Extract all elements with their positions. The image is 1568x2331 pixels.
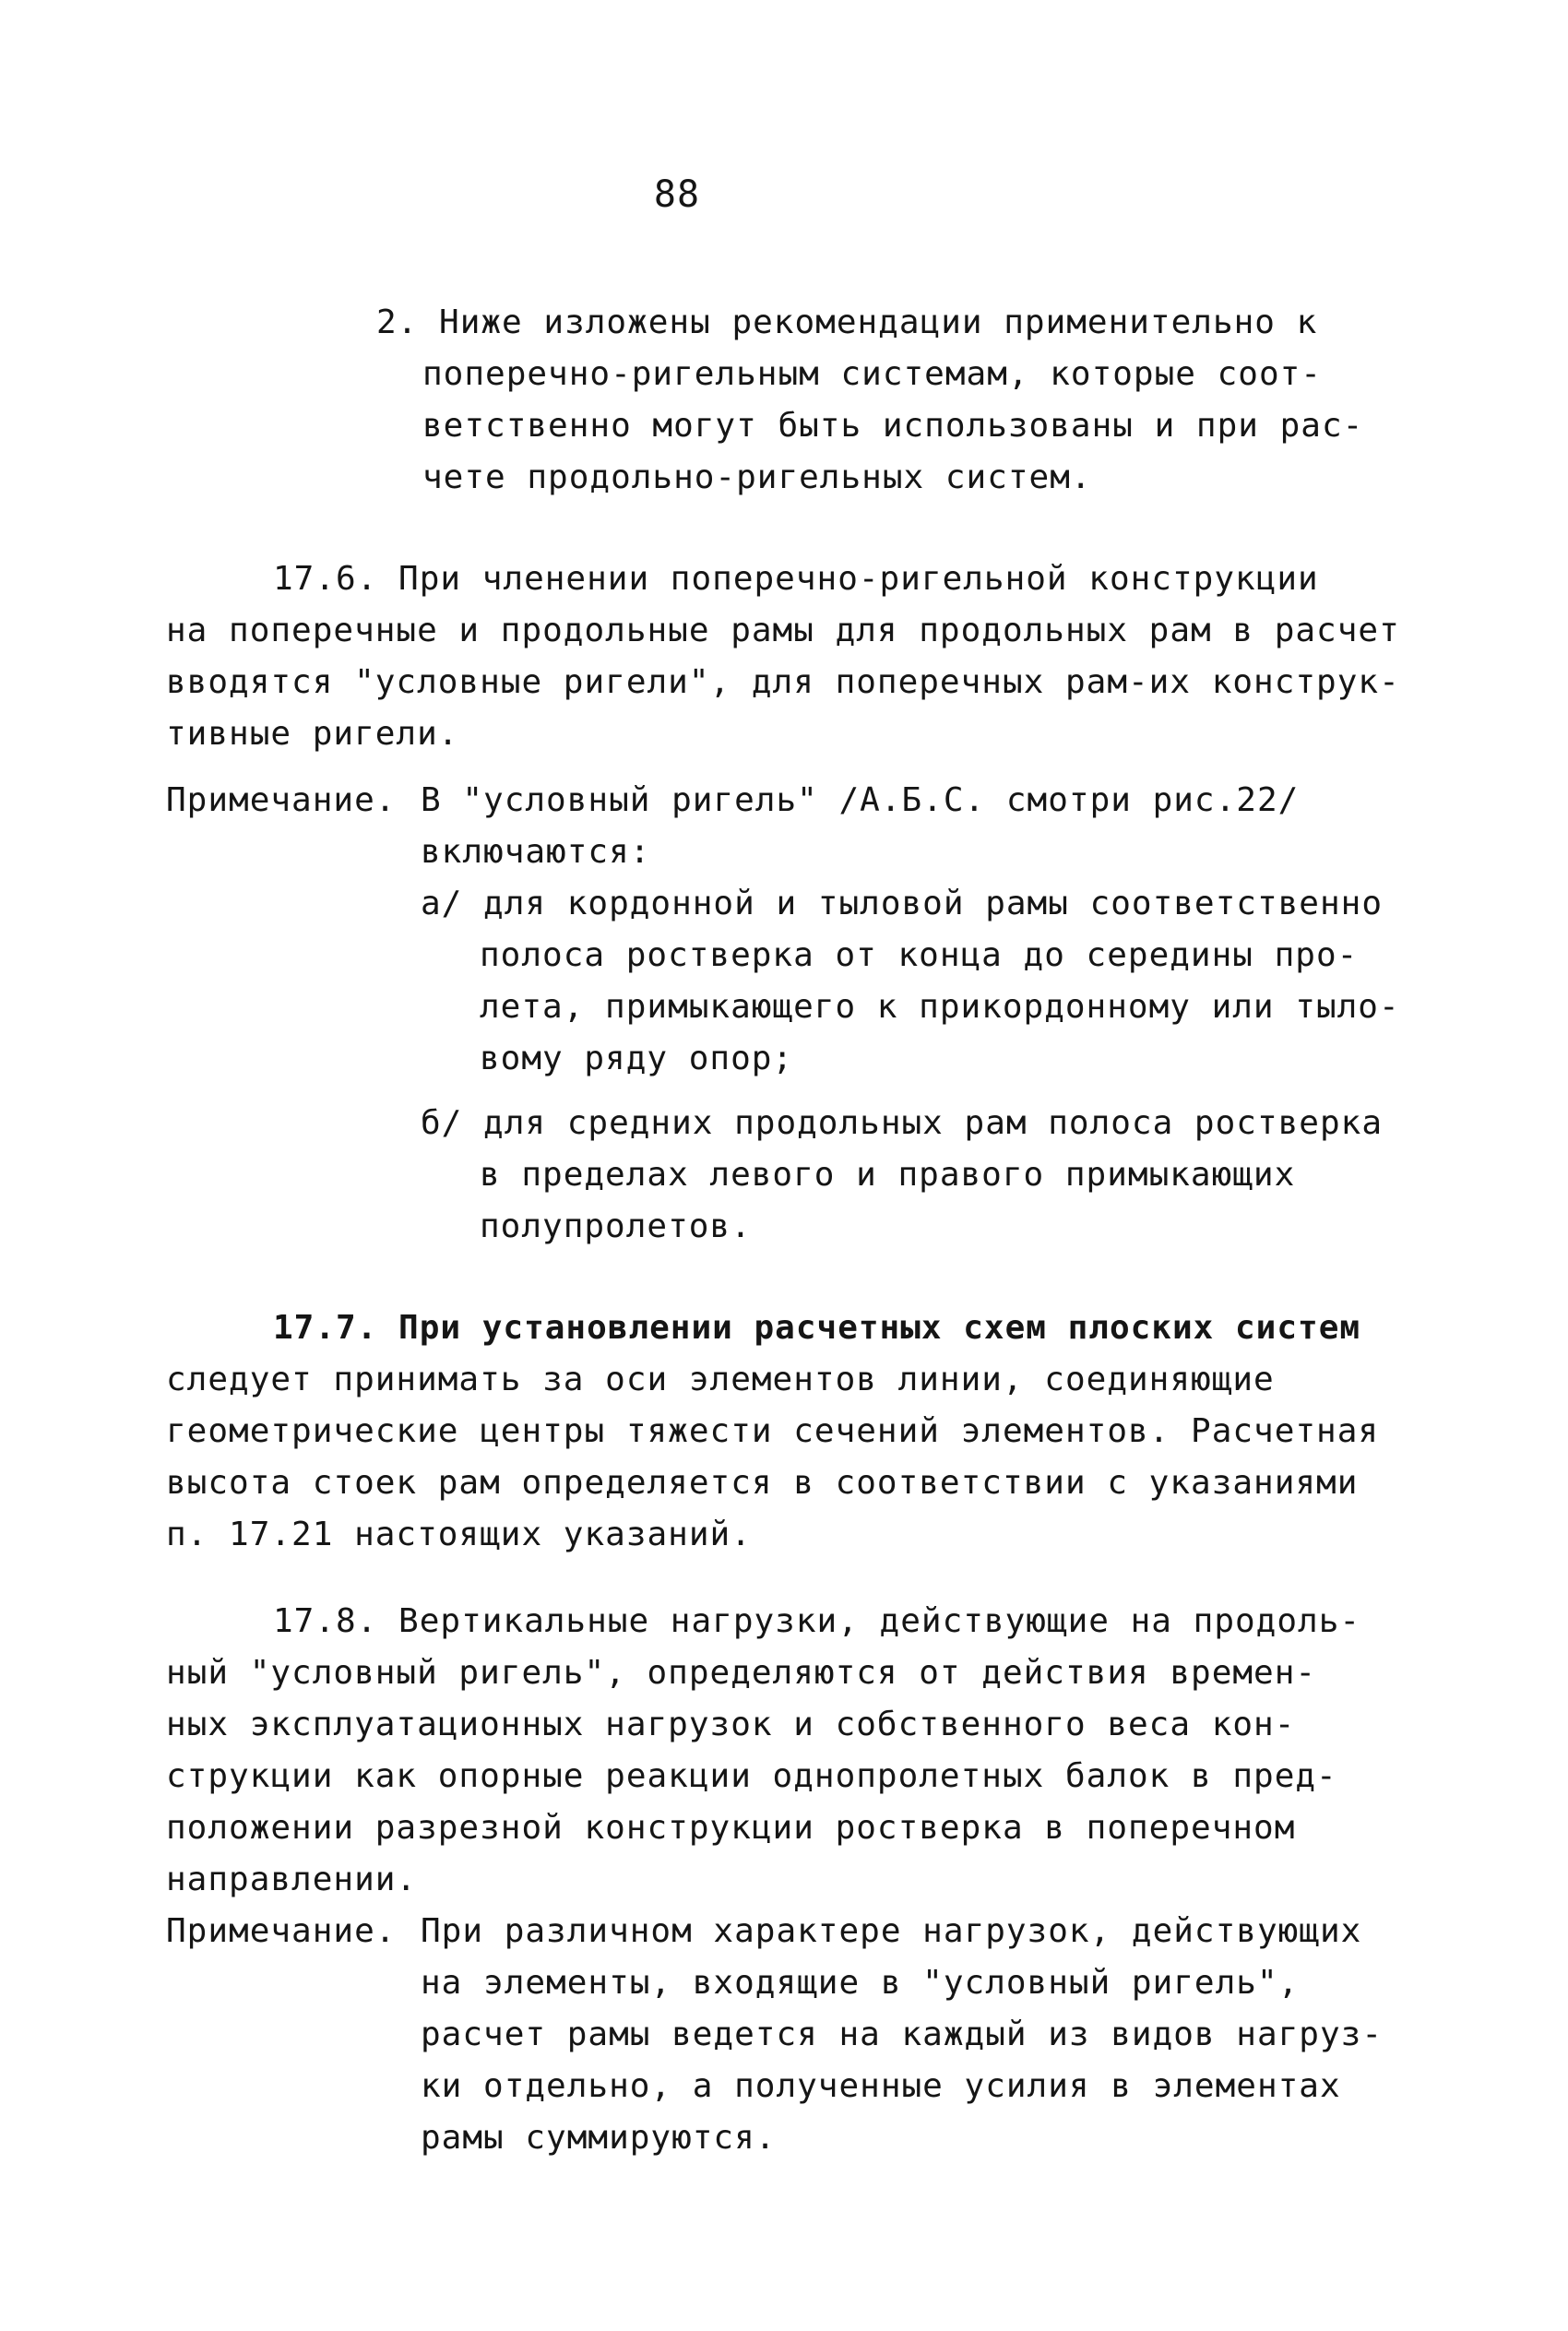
- page-number: 88: [653, 173, 701, 216]
- item2-line-2: поперечно-ригельным системам, которые соот-: [422, 355, 1322, 393]
- p17-7-line-3: геометрические центры тяжести сечений элементов. Расчетная: [166, 1412, 1380, 1450]
- item2-line-3: ветственно могут быть использованы и при рас-: [422, 407, 1364, 445]
- item2-line-1: 2. Ниже изложены рекомендации применительно к: [376, 303, 1318, 341]
- p17-8-note-line-3: расчет рамы ведется на каждый из видов нагруз-: [421, 2016, 1383, 2053]
- p17-8-note-line-1: При различном характере нагрузок, действующих: [421, 1912, 1362, 1950]
- p17-6-note-line-1: В "условный ригель" /А.Б.С. смотри рис.22/: [421, 781, 1300, 819]
- p17-6-note-a-line-1: а/ для кордонной и тыловой рамы соответственно: [421, 885, 1383, 922]
- p17-8-note-line-5: рамы суммируются.: [421, 2119, 777, 2157]
- p17-7-line-5: п. 17.21 настоящих указаний.: [166, 1516, 752, 1553]
- p17-8-line-6: направлении.: [166, 1861, 418, 1898]
- p17-7-line-4: высота стоек рам определяется в соответствии с указаниями: [166, 1464, 1359, 1502]
- p17-6-note-line-2: включаются:: [421, 833, 651, 871]
- p17-6-line-1: 17.6. При членении поперечно-ригельной конструкции: [273, 560, 1319, 598]
- p17-8-note-label: Примечание.: [166, 1912, 397, 1950]
- p17-8-line-1: 17.8. Вертикальные нагрузки, действующие на продоль-: [273, 1602, 1361, 1640]
- p17-8-line-3: ных эксплуатационных нагрузок и собственного веса кон-: [166, 1706, 1296, 1743]
- p17-6-note-b-line-1: б/ для средних продольных рам полоса ростверка: [421, 1104, 1383, 1142]
- p17-8-line-5: положении разрезной конструкции ростверка в поперечном: [166, 1809, 1296, 1847]
- p17-7-line-2: следует принимать за оси элементов линии, соединяющие: [166, 1361, 1275, 1398]
- p17-6-note-a-line-3: лета, примыкающего к прикордонному или тыло-: [480, 988, 1400, 1026]
- p17-8-note-line-4: ки отдельно, а полученные усилия в элементах: [421, 2067, 1341, 2105]
- p17-7-line-1: 17.7. При установлении расчетных схем плоских систем: [273, 1309, 1361, 1347]
- p17-6-note-b-line-2: в пределах левого и правого примыкающих: [480, 1156, 1296, 1194]
- p17-8-line-2: ный "условный ригель", определяются от действия времен-: [166, 1654, 1317, 1692]
- p17-6-note-a-line-4: вому ряду опор;: [480, 1040, 794, 1077]
- p17-6-line-2: на поперечные и продольные рамы для продольных рам в расчет: [166, 612, 1400, 649]
- p17-6-line-4: тивные ригели.: [166, 715, 459, 753]
- p17-6-note-label: Примечание.: [166, 781, 397, 819]
- p17-8-note-line-2: на элементы, входящие в "условный ригель",: [421, 1964, 1300, 2002]
- p17-6-note-b-line-3: полупролетов.: [480, 1207, 752, 1245]
- p17-8-line-4: струкции как опорные реакции однопролетных балок в пред-: [166, 1757, 1337, 1795]
- p17-6-note-a-line-2: полоса ростверка от конца до середины про-: [480, 936, 1359, 974]
- item2-line-4: чете продольно-ригельных систем.: [422, 458, 1092, 496]
- p17-6-line-3: вводятся "условные ригели", для поперечных рам-их конструк-: [166, 663, 1400, 701]
